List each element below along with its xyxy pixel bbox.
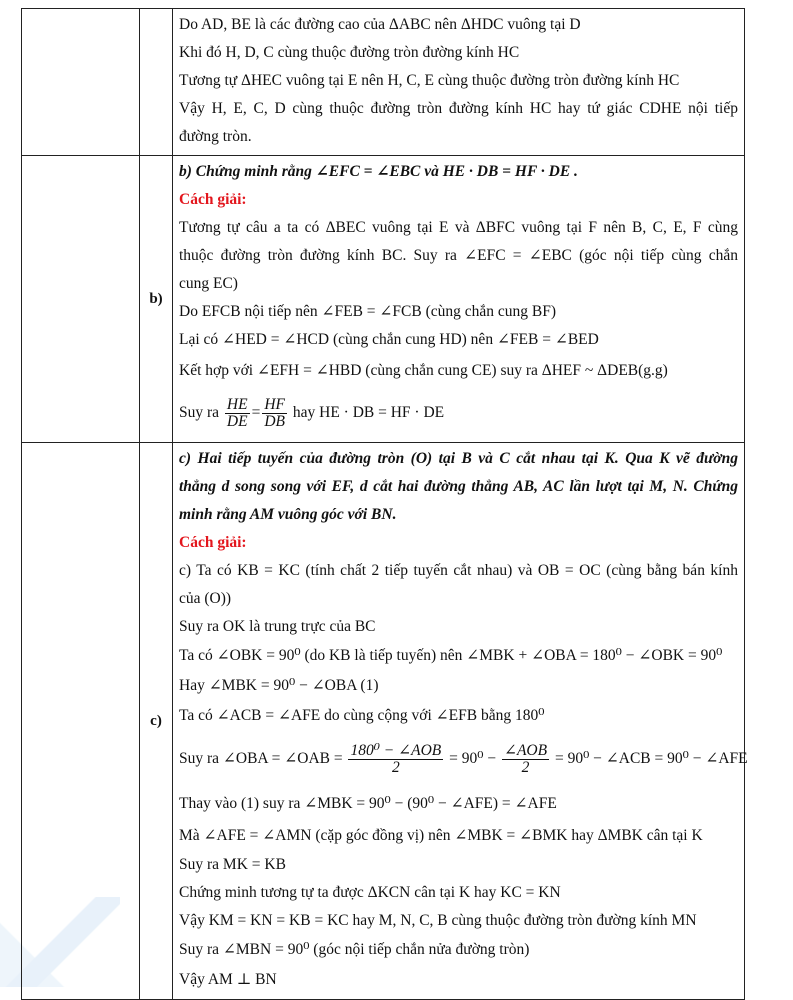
fraction [502, 743, 549, 777]
fraction-numerator: 180⁰ − ∠AOB [350, 741, 442, 759]
fraction-line [179, 731, 748, 787]
text-span: = 90⁰ − ∠ACB = 90⁰ − ∠AFE [554, 750, 748, 767]
method-heading: Cách giải: [179, 191, 247, 208]
text-line: Vậy H, E, C, D cùng thuộc đường tròn đường kính HC hay tứ giác CDHE nội tiếp [179, 100, 738, 117]
fraction [348, 743, 443, 777]
question-text: b) Chứng minh rằng ∠EFC = ∠EBC và HE · DB = HF · DE . [179, 163, 578, 180]
row-label [140, 9, 173, 156]
fraction-denominator: 2 [521, 758, 530, 776]
text-line: cung EC) [179, 275, 238, 292]
question-text: minh rằng AM vuông góc với BN. [179, 506, 397, 523]
fraction-denominator: DE [226, 412, 248, 430]
text-line: Tương tự ΔHEC vuông tại E nên H, C, E cùng thuộc đường tròn đường kính HC [179, 72, 680, 89]
text-line: Thay vào (1) suy ra ∠MBK = 90⁰ − (90⁰ − ∠AFE) = ∠AFE [179, 795, 557, 812]
text-line: Lại có ∠HED = ∠HCD (cùng chắn cung HD) nên ∠FEB = ∠BED [179, 331, 599, 348]
fraction [262, 397, 287, 431]
text-line: Tương tự câu a ta có ΔBEC vuông tại E và ΔBFC vuông tại F nên B, C, E, F cùng [179, 219, 738, 236]
text-line: Suy ra OK là trung trực của BC [179, 618, 376, 635]
text-line: Mà ∠AFE = ∠AMN (cặp góc đồng vị) nên ∠MBK = ∠BMK hay ΔMBK cân tại K [179, 827, 703, 844]
text-line: Do AD, BE là các đường cao của ΔABC nên ΔHDC vuông tại D [179, 16, 581, 33]
text-line: c) Ta có KB = KC (tính chất 2 tiếp tuyến cắt nhau) và OB = OC (cùng bằng bán kính [179, 562, 738, 579]
text-line: Hay ∠MBK = 90⁰ − ∠OBA (1) [179, 677, 379, 694]
text-line: Khi đó H, D, C cùng thuộc đường tròn đường kính HC [179, 44, 520, 61]
solution-table [21, 8, 748, 1000]
fraction-denominator: 2 [391, 758, 400, 776]
text-line: Suy ra MK = KB [179, 856, 286, 873]
row-label: c) [140, 443, 173, 1000]
fraction-numerator: HF [264, 395, 286, 413]
fraction-denominator: DB [264, 412, 286, 430]
question-text: c) Hai tiếp tuyến của đường tròn (O) tại B và C cắt nhau tại K. Qua K vẽ đường [179, 450, 738, 467]
table-row [22, 9, 745, 156]
text-line: Ta có ∠OBK = 90⁰ (do KB là tiếp tuyến) nên ∠MBK + ∠OBA = 180⁰ − ∠OBK = 90⁰ [179, 647, 723, 664]
row-label: b) [140, 156, 173, 443]
text-line: thuộc đường tròn đường kính BC. Suy ra ∠EFC = ∠EBC (góc nội tiếp cùng chắn [179, 247, 738, 264]
text-line: Do EFCB nội tiếp nên ∠FEB = ∠FCB (cùng chắn cung BF) [179, 303, 557, 320]
fraction [225, 397, 250, 431]
text-line: Ta có ∠ACB = ∠AFE do cùng cộng với ∠EFB bằng 180⁰ [179, 707, 545, 724]
text-line: đường tròn. [179, 128, 252, 145]
text-span: Suy ra ∠OBA = ∠OAB = [179, 750, 343, 767]
empty-cell [22, 443, 140, 1000]
table-row [22, 443, 745, 1000]
fraction-numerator: HE [226, 395, 248, 413]
table-row [22, 156, 745, 443]
empty-cell [22, 156, 140, 443]
text-line: Suy ra ∠MBN = 90⁰ (góc nội tiếp chắn nửa đường tròn) [179, 941, 530, 958]
answer-cell [173, 9, 745, 156]
fraction-line [179, 388, 738, 438]
text-line: của (O)) [179, 590, 232, 607]
text-line: Chứng minh tương tự ta được ΔKCN cân tại K hay KC = KN [179, 884, 561, 901]
method-heading: Cách giải: [179, 534, 247, 551]
text-line: Vậy AM ⊥ BN [179, 971, 277, 988]
answer-cell [173, 443, 748, 1000]
empty-cell [22, 9, 140, 156]
text-span: hay HE · DB = HF · DE [292, 404, 445, 421]
equals-sign: = [251, 404, 261, 421]
question-text: thẳng d song song với EF, d cắt hai đường thẳng AB, AC lần lượt tại M, N. Chứng [179, 478, 738, 495]
fraction-numerator: ∠AOB [503, 741, 548, 759]
text-line: Vậy KM = KN = KB = KC hay M, N, C, B cùng thuộc đường tròn đường kính MN [179, 912, 697, 929]
text-span: = 90⁰ − [449, 750, 497, 767]
text-line: Kết hợp với ∠EFH = ∠HBD (cùng chắn cung CE) suy ra ΔHEF ~ ΔDEB(g.g) [179, 362, 668, 379]
answer-cell [173, 156, 745, 443]
text-span: Suy ra [179, 404, 220, 421]
